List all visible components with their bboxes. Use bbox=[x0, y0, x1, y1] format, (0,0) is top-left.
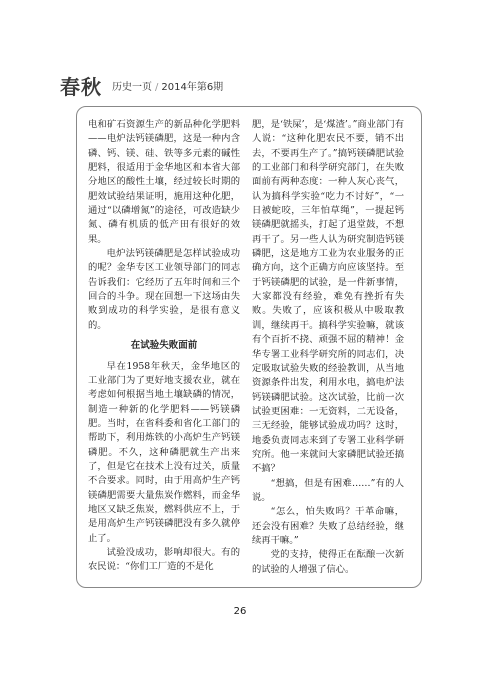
right-column bbox=[252, 118, 404, 577]
left-column bbox=[88, 118, 240, 575]
paragraph: 党的支持，使得正在酝酿一次新的试验的人增强了信心。 bbox=[252, 549, 404, 575]
paragraph: “怎么，怕失败吗？干革命嘛，还会没有困难？失败了总结经验，继续再干嘛。” bbox=[252, 506, 404, 546]
magazine-brand: 春秋 bbox=[60, 74, 102, 99]
paragraph: 早在1958年秋天，金华地区的工业部门为了更好地支援农业，就在考虑如何根据当地土壤缺磷的情况，制造一种新的化学肥料——钙镁磷肥。当时，在省科委和省化工部门的帮助下，利用炼铁的小高炉生产钙镁磷肥。不久，这种磷肥就生产出来了，但是它在技术上没有过关，质量不合要求。同时，由于用高炉生产钙镁磷肥需要大量焦炭作燃料，而金华地区又缺乏焦炭，燃料供应不上，于是用高炉生产钙镁磷肥没有多久就停止了。 bbox=[88, 360, 240, 544]
paragraph: 试验没成功，影响却很大。有的农民说：“你们工厂造的不是化 bbox=[88, 546, 240, 573]
section-name: 历史一页 bbox=[112, 81, 152, 93]
page-number: 26 bbox=[233, 606, 247, 617]
paragraph: 电和矿石资源生产的新品种化学肥料——电炉法钙镁磷肥，这是一种内含磷、钙、镁、硅、铁等多元素的碱性肥料，很适用于金华地区和本省大部分地区的酸性土壤，经过较长时期的肥效试验结果证明，施用这种化肥，通过“以磷增氮”的途径，可改造缺少氮、磷有机质的低产田有很好的效果。 bbox=[88, 119, 240, 245]
issue-label: 2014年第6期 bbox=[161, 81, 224, 93]
separator: / bbox=[155, 81, 159, 93]
paragraph: 肥，是‘铁屎’，是‘煤渣’。”商业部门有人说：“这种化肥农民不要，销不出去，不要再生产了。”搞钙镁磷肥试验的工业部门和科学研究部门，在失败面前有两种态度：一种人灰心丧气，认为搞科学实验“吃力不讨好”，“一日被蛇咬，三年怕草绳”，一提起钙镁磷肥就摇头，打起了退堂鼓，不想再干了。另一些人认为研究制造钙镁磷肥，这是地方工业为农业服务的正确方向，这个正确方向应该坚持。至于钙镁磷肥的试验，是一件新事情，大家都没有经验，难免有挫折有失败。失败了，应该积极从中吸取教训，继续再干。搞科学实验嘛，就该有个百折不挠、顽强不屈的精神！金华专署工业科学研究所的同志们，决定吸取试验失败的经验教训，从当地资源条件出发，利用水电，搞电炉法钙镁磷肥试验。这次试验，比前一次试验更困难：一无资料，二无设备，三无经验，能够试验成功吗？这时，地委负责同志来到了专署工业科学研究所。他一来就问大家磷肥试验还搞不搞？ bbox=[252, 119, 404, 475]
section-label bbox=[112, 78, 223, 93]
page-header bbox=[60, 72, 440, 98]
paragraph: 电炉法钙镁磷肥是怎样试验成功的呢？金华专区工业领导部门的同志告诉我们：它经历了五年时间和三个回合的斗争。现在回想一下这场由失败到成功的科学实验，是很有意义的。 bbox=[88, 248, 240, 331]
section-heading: 在试验失败面前 bbox=[130, 340, 198, 352]
paragraph: “想搞，但是有困难……”有的人说。 bbox=[252, 477, 404, 503]
